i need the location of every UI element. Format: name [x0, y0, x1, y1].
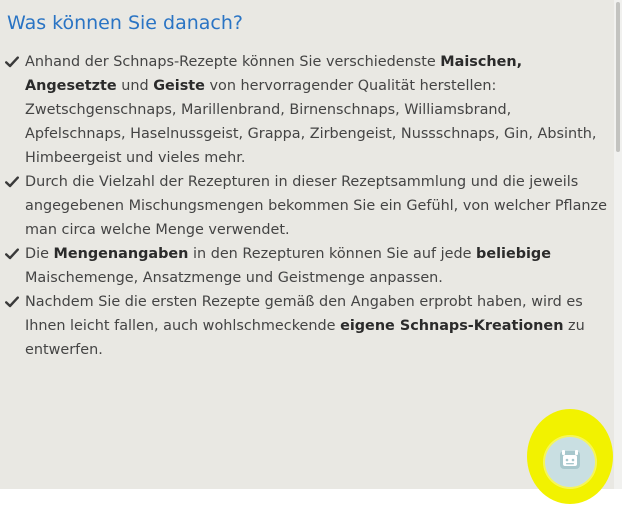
emphasis-text: Mengenangaben: [53, 246, 189, 262]
list-item: [5, 242, 609, 290]
list-item: [5, 290, 609, 362]
emphasis-text: eigene Schnaps-Kreationen: [340, 318, 564, 334]
list-item: [5, 170, 609, 242]
emphasis-text: beliebige: [476, 246, 551, 262]
item-text: Maischemenge, Ansatzmenge und Geistmenge anpassen.: [25, 270, 443, 286]
item-text: Durch die Vielzahl der Rezepturen in dieser Rezeptsammlung und die jeweils angegebenen Mischungsmengen bekommen Sie ein Gefühl, von welcher Pflanze man circa welche Menge verwendet.: [25, 174, 607, 238]
chat-widget-button[interactable]: [545, 437, 595, 487]
list-item: [5, 50, 609, 170]
section-heading: Was können Sie danach?: [7, 12, 243, 34]
check-icon: [5, 248, 19, 260]
footer-strip: [0, 489, 622, 506]
item-text: Anhand der Schnaps-Rezepte können Sie verschiedenste: [25, 54, 441, 70]
item-text: Nachdem Sie die ersten Rezepte gemäß den Angaben erprobt haben, wird es Ihnen leicht fallen, auch wohlschmeckende: [25, 294, 583, 334]
check-icon: [5, 296, 19, 308]
item-text: und: [116, 78, 154, 94]
scrollbar-thumb[interactable]: [616, 2, 620, 152]
item-text: zu entwerfen.: [25, 318, 585, 358]
emphasis-text: Geiste: [153, 78, 205, 94]
item-text: in den Rezepturen können Sie auf jede: [188, 246, 477, 262]
feature-list: [5, 50, 609, 362]
check-icon: [5, 56, 19, 68]
check-icon: [5, 176, 19, 188]
chat-bot-icon: [559, 449, 581, 476]
item-text: Die: [25, 246, 54, 262]
emphasis-text: Maischen, Angesetzte: [25, 54, 523, 94]
item-text: von hervorragender Qualität herstellen: Zwetschgenschnaps, Marillenbrand, Birnenschnaps, Williamsbrand, Apfelschnaps, Haselnussgeist, Grappa, Zirbengeist, Nussschnaps, Gin, Absinth, Himbeergeist und vieles mehr.: [25, 78, 597, 166]
